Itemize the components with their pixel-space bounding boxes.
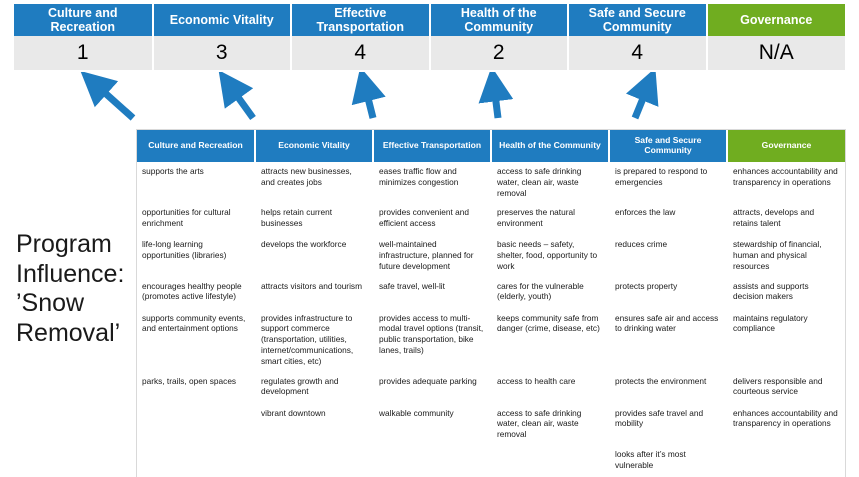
score-health-of-the-community: 2 xyxy=(430,36,569,70)
table-cell: stewardship of financial, human and physical resources xyxy=(727,235,845,276)
table-cell: protects the environment xyxy=(609,371,727,403)
table-row xyxy=(137,203,845,235)
summary-header-label: Economic Vitality xyxy=(169,12,274,27)
score-culture-and-recreation: 1 xyxy=(14,36,153,70)
table-cell: basic needs – safety, shelter, food, opportunity to work xyxy=(491,235,609,276)
table-cell: provides adequate parking xyxy=(373,371,491,403)
score-economic-vitality: 3 xyxy=(153,36,292,70)
table-cell xyxy=(137,444,255,476)
table-row xyxy=(137,444,845,476)
summary-header-label: Health of the Community xyxy=(460,5,537,34)
score-safe-and-secure-community: 4 xyxy=(568,36,707,70)
arrow-group xyxy=(0,72,859,132)
table-cell: vibrant downtown xyxy=(255,403,373,444)
table-cell: provides safe travel and mobility xyxy=(609,403,727,444)
summary-header-row xyxy=(14,4,845,36)
table-cell: protects property xyxy=(609,276,727,308)
table-cell: helps retain current businesses xyxy=(255,203,373,235)
table-cell: access to health care xyxy=(491,371,609,403)
matrix-header-economic-vitality: Economic Vitality xyxy=(255,130,373,162)
table-cell: attracts new businesses, and creates jobs xyxy=(255,162,373,203)
table-row xyxy=(137,308,845,371)
summary-header-safe-and-secure-community xyxy=(568,4,707,36)
matrix-header-culture-and-recreation: Culture and Recreation xyxy=(137,130,255,162)
table-cell xyxy=(373,444,491,476)
table-cell: supports community events, and entertainment options xyxy=(137,308,255,371)
table-cell: opportunities for cultural enrichment xyxy=(137,203,255,235)
table-row xyxy=(137,276,845,308)
score-governance: N/A xyxy=(707,36,846,70)
table-cell xyxy=(255,444,373,476)
summary-score-row xyxy=(14,36,845,70)
table-cell: provides convenient and efficient access xyxy=(373,203,491,235)
score-effective-transportation: 4 xyxy=(291,36,430,70)
caption-line-4: Removal’ xyxy=(16,318,121,347)
table-cell: provides access to multi-modal travel options (transit, public transportation, bike lanes, trails) xyxy=(373,308,491,371)
matrix-header-effective-transportation: Effective Transportation xyxy=(373,130,491,162)
matrix-header-safe-and-secure-community: Safe and Secure Community xyxy=(609,130,727,162)
table-cell: safe travel, well-lit xyxy=(373,276,491,308)
summary-header-label: Governance xyxy=(740,12,813,27)
table-cell: encourages healthy people (promotes active lifestyle) xyxy=(137,276,255,308)
matrix-header-row xyxy=(137,130,845,162)
arrow-icon-health-of-the-community xyxy=(494,86,498,118)
table-cell: is prepared to respond to emergencies xyxy=(609,162,727,203)
table-cell: looks after it’s most vulnerable xyxy=(609,444,727,476)
table-cell: attracts, develops and retains talent xyxy=(727,203,845,235)
table-cell: keeps community safe from danger (crime, disease, etc) xyxy=(491,308,609,371)
table-cell: delivers responsible and courteous service xyxy=(727,371,845,403)
table-cell xyxy=(137,403,255,444)
arrow-icon-economic-vitality xyxy=(230,86,253,118)
summary-header-label: Safe and Secure Community xyxy=(588,5,686,34)
arrow-icon-safe-and-secure-community xyxy=(635,86,648,118)
summary-header-effective-transportation xyxy=(291,4,430,36)
table-cell: parks, trails, open spaces xyxy=(137,371,255,403)
table-cell: enhances accountability and transparency in operations xyxy=(727,162,845,203)
caption-line-3: ’Snow xyxy=(16,289,85,317)
table-row xyxy=(137,371,845,403)
criteria-table xyxy=(137,130,845,477)
table-cell: preserves the natural environment xyxy=(491,203,609,235)
summary-header-culture-and-recreation xyxy=(14,4,153,36)
table-cell: develops the workforce xyxy=(255,235,373,276)
table-cell: enforces the law xyxy=(609,203,727,235)
table-cell: maintains regulatory compliance xyxy=(727,308,845,371)
summary-header-economic-vitality xyxy=(153,4,292,36)
summary-header-label: Effective Transportation xyxy=(316,5,404,34)
table-cell: eases traffic flow and minimizes congestion xyxy=(373,162,491,203)
table-row xyxy=(137,162,845,203)
table-row xyxy=(137,403,845,444)
table-cell: enhances accountability and transparency in operations xyxy=(727,403,845,444)
table-cell: regulates growth and development xyxy=(255,371,373,403)
table-cell: cares for the vulnerable (elderly, youth) xyxy=(491,276,609,308)
table-cell: walkable community xyxy=(373,403,491,444)
summary-header-label: Culture and Recreation xyxy=(48,5,118,34)
page-title xyxy=(16,230,136,348)
table-cell: access to safe drinking water, clean air, waste removal xyxy=(491,162,609,203)
summary-scorecard xyxy=(14,4,845,70)
table-cell: attracts visitors and tourism xyxy=(255,276,373,308)
table-row xyxy=(137,235,845,276)
summary-header-health-of-the-community xyxy=(430,4,569,36)
table-cell xyxy=(727,444,845,476)
arrow-icon-effective-transportation xyxy=(365,86,373,118)
summary-header-governance xyxy=(707,4,846,36)
caption-line-1: Program xyxy=(16,230,112,258)
criteria-matrix xyxy=(137,130,845,477)
table-cell: assists and supports decision makers xyxy=(727,276,845,308)
matrix-header-governance: Governance xyxy=(727,130,845,162)
table-cell: provides infrastructure to support commerce (transportation, utilities, internet/communications, smart cities, etc) xyxy=(255,308,373,371)
table-cell: supports the arts xyxy=(137,162,255,203)
table-cell: reduces crime xyxy=(609,235,727,276)
caption-line-2: Influence: xyxy=(16,259,125,288)
table-cell xyxy=(491,444,609,476)
arrow-lines xyxy=(95,84,648,118)
table-cell: well-maintained infrastructure, planned for future development xyxy=(373,235,491,276)
table-cell: life-long learning opportunities (libraries) xyxy=(137,235,255,276)
arrow-icon-culture-and-recreation xyxy=(95,84,133,118)
matrix-body xyxy=(137,162,845,476)
summary-table xyxy=(14,4,845,70)
matrix-header-health-of-the-community: Health of the Community xyxy=(491,130,609,162)
table-cell: ensures safe air and access to drinking water xyxy=(609,308,727,371)
table-cell: access to safe drinking water, clean air, waste removal xyxy=(491,403,609,444)
